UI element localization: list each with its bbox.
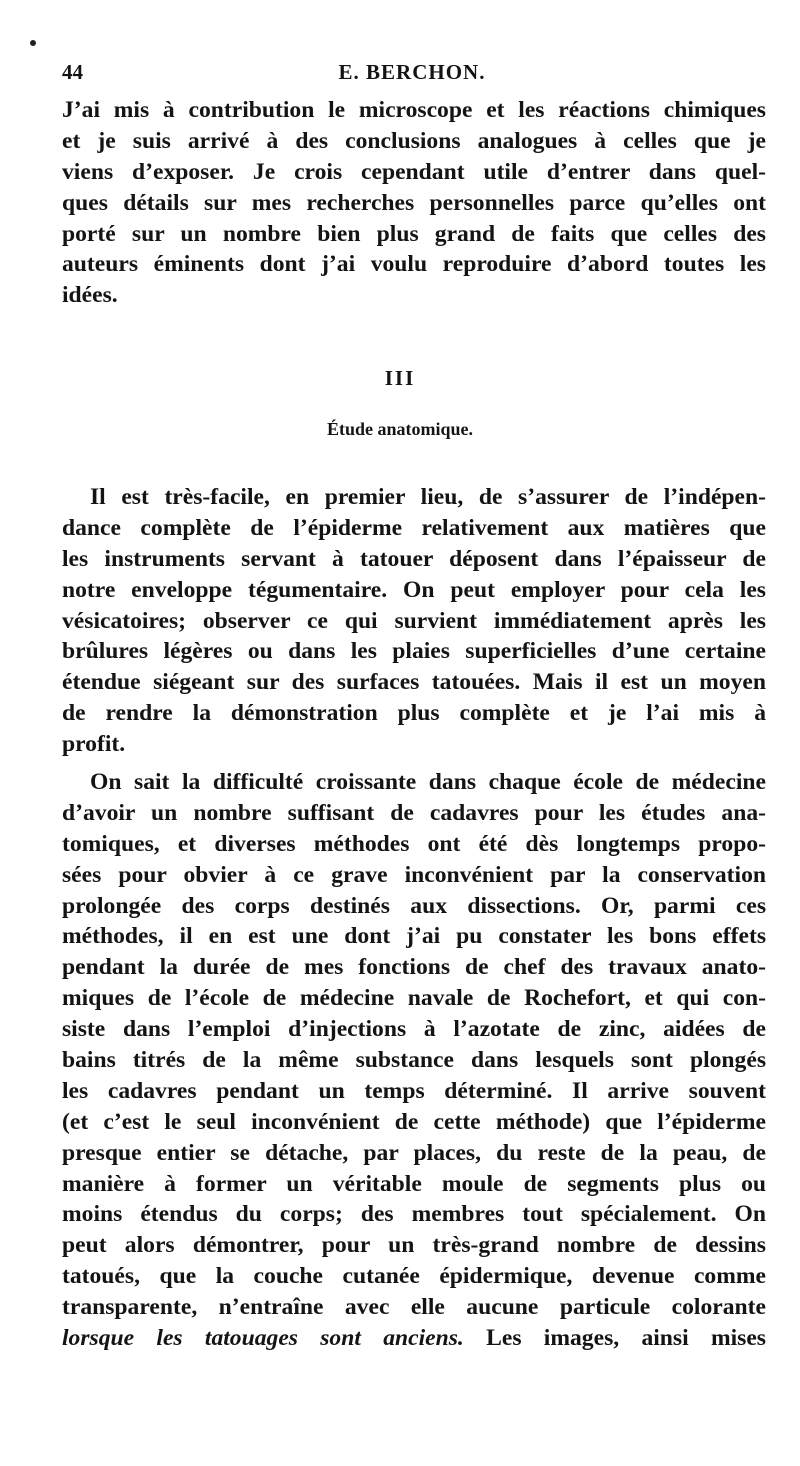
text-line: peut alors démontrer, pour un très-grand nombre de dessins xyxy=(62,1232,766,1259)
text-line: notre enveloppe tégumentaire. On peut employer pour cela les xyxy=(62,576,766,603)
text-line: siste dans l’emploi d’injections à l’azotate de zinc, aidées de xyxy=(62,1016,766,1043)
text-line: brûlures légères ou dans les plaies superficielles d’une certaine xyxy=(62,638,766,665)
paragraph-3 xyxy=(62,767,766,1354)
text-line: dance complète de l’épiderme relativement aux matières que xyxy=(62,514,766,541)
page-header xyxy=(62,60,762,92)
paragraph-1 xyxy=(62,95,766,311)
text-line: pendant la durée de mes fonctions de chef des travaux anato- xyxy=(62,954,766,981)
section-title: Étude anatomique. xyxy=(326,419,474,439)
text-line: et je suis arrivé à des conclusions analogues à celles que je xyxy=(62,127,766,154)
text-line: auteurs éminents dont j’ai voulu reproduire d’abord toutes les xyxy=(62,251,766,278)
text-line-final xyxy=(62,1323,766,1354)
text-line: miques de l’école de médecine navale de Rochefort, et qui con- xyxy=(62,985,766,1012)
running-title: E. BERCHON. xyxy=(338,60,486,84)
text-line: manière à former un véritable moule de segments plus ou xyxy=(62,1170,766,1197)
text-line: presque entier se détache, par places, du reste de la peau, de xyxy=(62,1139,766,1166)
text-line: On sait la difficulté croissante dans chaque école de médecine xyxy=(90,769,766,795)
line-rest: Les images, ainsi mises xyxy=(463,1325,766,1352)
text-line: J’ai mis à contribution le microscope et les réactions chimiques xyxy=(62,97,766,123)
text-line: sées pour obvier à ce grave inconvénient par la conservation xyxy=(62,861,766,888)
page-number: 44 xyxy=(62,60,83,84)
text-line: viens d’exposer. Je crois cependant utile d’entrer dans quel- xyxy=(62,158,766,185)
text-line: tatoués, que la couche cutanée épidermique, devenue comme xyxy=(62,1263,766,1290)
italic-phrase: lorsque les tatouages sont anciens. xyxy=(62,1325,464,1352)
text-line: bains titrés de la même substance dans lesquels sont plongés xyxy=(62,1047,766,1074)
margin-dot xyxy=(30,40,36,46)
text-line: d’avoir un nombre suffisant de cadavres pour les études ana- xyxy=(62,799,766,826)
text-line: profit. xyxy=(62,731,126,758)
text-line: étendue siégeant sur des surfaces tatouées. Mais il est un moyen xyxy=(62,669,766,696)
text-line: Il est très-facile, en premier lieu, de s’assurer de l’indépen- xyxy=(90,484,766,510)
text-line: les instruments servant à tatouer déposent dans l’épaisseur de xyxy=(62,545,766,572)
text-line: idées. xyxy=(62,282,118,309)
paragraph-2 xyxy=(62,482,766,760)
text-line: moins étendus du corps; des membres tout spécialement. On xyxy=(62,1201,766,1228)
text-line: les cadavres pendant un temps déterminé. Il arrive souvent xyxy=(62,1077,766,1104)
text-line: méthodes, il en est une dont j’ai pu constater les bons effets xyxy=(62,923,766,950)
text-line: ques détails sur mes recherches personnelles parce qu’elles ont xyxy=(62,189,766,216)
text-line: de rendre la démonstration plus complète et je l’ai mis à xyxy=(62,700,766,727)
text-line: prolongée des corps destinés aux dissections. Or, parmi ces xyxy=(62,892,766,919)
text-line: (et c’est le seul inconvénient de cette méthode) que l’épiderme xyxy=(62,1108,766,1135)
section-number: III xyxy=(384,366,416,390)
text-line: tomiques, et diverses méthodes ont été dès longtemps propo- xyxy=(62,830,766,857)
text-line: porté sur un nombre bien plus grand de faits que celles des xyxy=(62,220,766,247)
text-line: transparente, n’entraîne avec elle aucune particule colorante xyxy=(62,1294,766,1321)
text-line: vésicatoires; observer ce qui survient immédiatement après les xyxy=(62,607,766,634)
